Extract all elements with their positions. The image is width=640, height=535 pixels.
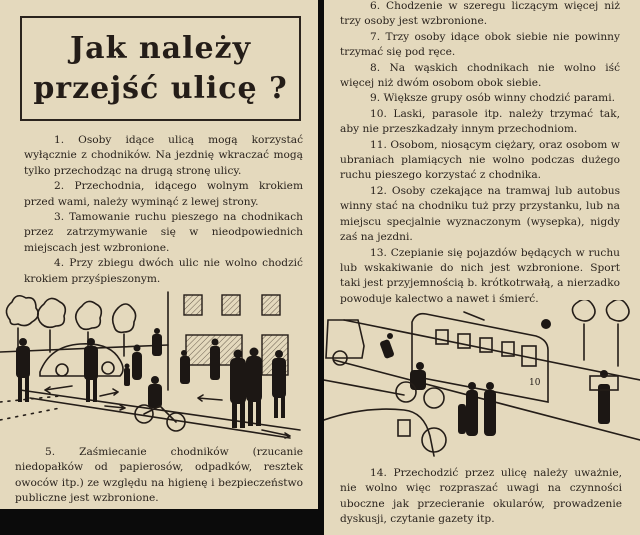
rule-14: 14. Przechodzić przez ulicę należy uważnie, nie wolno więc rozpraszać uwagi na czynności uboczne jak przecieranie okularów, prowadzenie dyskusji, czytanie gazety itp. bbox=[340, 467, 622, 526]
rule-1: 1. Osoby idące ulicą mogą korzystać wyłącznie z chodników. Na jezdnię wkraczać mogą tylko przechodząc na drugą stronę ulicy. bbox=[24, 134, 303, 177]
rule-5: 5. Zaśmiecanie chodników (rzucanie niedopałków od papierosów, odpadków, resztek owoców itp.) ze względu na higienę i bezpieczeństwo publiczne jest wzbronione. bbox=[15, 446, 303, 505]
rule-10: 10. Laski, parasole itp. należy trzymać tak, aby nie przeszkadzały innym przechodniom. bbox=[340, 107, 620, 136]
tram-number: 10 bbox=[529, 378, 541, 388]
rule-4: 4. Przy zbiegu dwóch ulic nie wolno chodzić krokiem przyśpieszonym. bbox=[24, 257, 303, 285]
rule-3: 3. Tamowanie ruchu pieszego na chodnikach przez zatrzymywanie się w nieodpowiednich miejscach jest wzbronione. bbox=[24, 211, 303, 254]
street-scene-illustration bbox=[0, 290, 318, 440]
rule-12: 12. Osoby czekające na tramwaj lub autobus winny stać na chodniku tuż przy przystanku, lub na miejscu specjalnie wyznaczonym (wysepka), nigdy zaś na jezdni. bbox=[340, 184, 620, 244]
rule-5-block bbox=[15, 445, 303, 507]
rule-2: 2. Przechodnia, idącego wolnym krokiem przed wami, należy wyminąć z lewej strony. bbox=[24, 180, 303, 208]
rule-8: 8. Na wąskich chodnikach nie wolno iść więcej niż dwóm osobom obok siebie. bbox=[340, 61, 620, 90]
pedestrian-silhouettes bbox=[16, 328, 286, 428]
left-page bbox=[0, 0, 318, 509]
rule-14-block bbox=[340, 466, 622, 528]
rule-6: 6. Chodzenie w szeregu liczącym więcej niż trzy osoby jest wzbronione. bbox=[340, 0, 620, 28]
tram-scene-illustration bbox=[324, 300, 640, 460]
page-title-line-1: Jak należy bbox=[69, 31, 252, 66]
rules-6-13 bbox=[340, 0, 620, 307]
pedestrian-silhouettes bbox=[379, 333, 610, 436]
rule-9: 9. Większe grupy osób winny chodzić parami. bbox=[370, 92, 615, 105]
rules-1-4 bbox=[24, 133, 303, 287]
page-title-line-2: przejść ulicę ? bbox=[33, 71, 288, 106]
title-box bbox=[20, 16, 301, 121]
rule-11: 11. Osobom, niosącym ciężary, oraz osobom w ubraniach plamiących nie wolno podczas dużego ruchu pieszego korzystać z chodnika. bbox=[340, 138, 620, 182]
right-page bbox=[324, 0, 640, 535]
rule-13: 13. Czepianie się pojazdów będących w ruchu lub wskakiwanie do nich jest wzbronione. Sport taki jest przyjemnością b. krótkotrwałą, a nierzadko powoduje kalectwo a nawet i śmierć. bbox=[340, 246, 620, 305]
rule-7: 7. Trzy osoby idące obok siebie nie powinny trzymać się pod ręce. bbox=[340, 30, 620, 59]
